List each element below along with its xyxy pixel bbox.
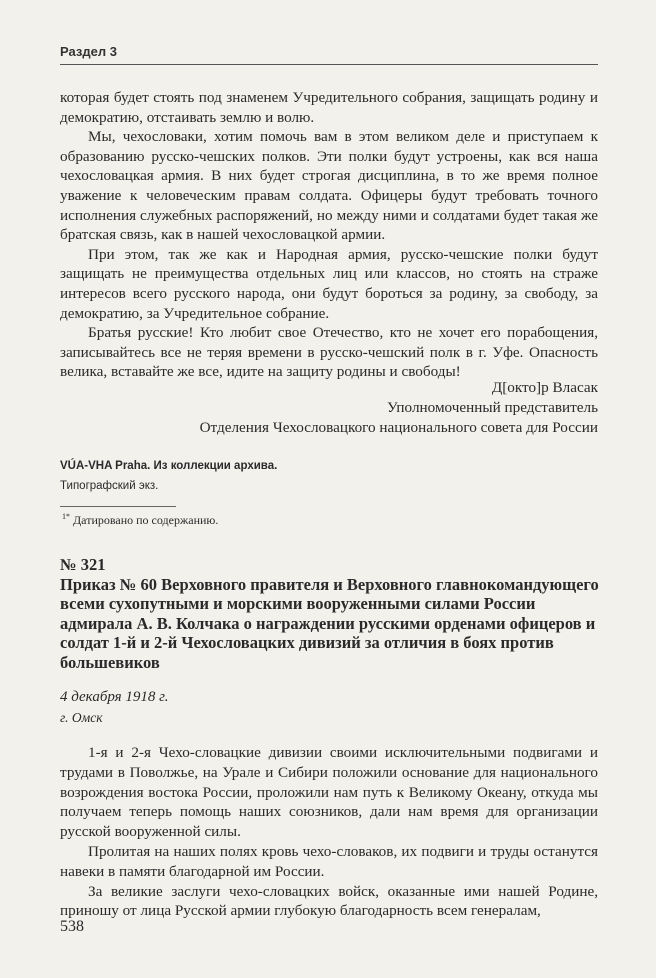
previous-document-text [60, 88, 598, 382]
section-header: Раздел 3 [60, 44, 117, 59]
footnote-divider [60, 506, 176, 507]
archive-reference [60, 456, 598, 496]
footnote-mark: 1* [62, 512, 70, 521]
paragraph: При этом, так же как и Народная армия, русско-чешские полки будут защищать не преимущества отдельных лиц или классов, но стоять на страже интересов всего русского народа, они будут бороться за родину, за свободу, за демократию, за Учредительное собрание. [60, 245, 598, 322]
footnote-text: Датировано по содержанию. [73, 513, 219, 527]
paragraph: Пролитая на наших полях кровь чехо-словаков, их подвиги и труды останутся навеки в памяти благодарной им России. [60, 842, 598, 880]
document-place: г. Омск [60, 710, 103, 725]
page-number: 538 [60, 918, 84, 935]
signatory-role: Уполномоченный представитель [387, 399, 598, 416]
paragraph: Мы, чехословаки, хотим помочь вам в этом великом деле и приступаем к образованию русско-чешских полков. Эти полки будут устроены, как вся наша чехословацкая армия. В них будет строгая дисциплина, в то же время полное уважение к человеческим правам солдата. Офицеры будут требовать точного исполнения служебных распоряжений, но между ними и солдатами будет такая же братская связь, как в нашей чехословацкой армии. [60, 128, 598, 244]
paragraph: 1-я и 2-я Чехо-словацкие дивизии своими исключительными подвигами и трудами в Поволжье, на Урале и Сибири положили основание для национального возрождения востока России, проложили нам путь к Великому Океану, откуда мы получаем теперь помощь наших союзников, дали нам время для организации русской вооруженной силы. [60, 744, 598, 841]
signatory-name: Д[окто]р Власак [491, 379, 598, 396]
paragraph: За великие заслуги чехо-словацких войск, оказанные ими нашей Родине, приношу от лица Русской армии глубокую благодарность всем генералам, [60, 882, 598, 920]
signature-block [60, 378, 598, 438]
footnote [62, 510, 218, 527]
archive-source: VÚA-VHA Praha. Из коллекции архива. [60, 460, 278, 472]
document-date: 4 декабря 1918 г. [60, 689, 169, 705]
document-number: № 321 [60, 555, 106, 574]
paragraph: которая будет стоять под знаменем Учредительного собрания, защищать родину и демократию, отстаивать землю и волю. [60, 89, 598, 126]
document-title: Приказ № 60 Верховного правителя и Верховного главнокомандующего всеми сухопутными и морскими вооруженными силами России адмирала А. В. Колчака о награждении русскими орденами офицеров и солдат 1-й и 2-й Чехословацких дивизий за отличия в боях против большевиков [60, 575, 599, 672]
document-text [60, 743, 598, 921]
copy-type: Типографский экз. [60, 480, 159, 492]
signatory-organization: Отделения Чехословацкого национального совета для России [199, 419, 598, 436]
paragraph: Братья русские! Кто любит свое Отечество, кто не хочет его порабощения, записывайтесь все не теряя времени в русско-чешский полк в г. Уфе. Опасность велика, вставайте же все, идите на защиту родины и свободы! [60, 324, 598, 381]
header-divider [60, 64, 598, 65]
